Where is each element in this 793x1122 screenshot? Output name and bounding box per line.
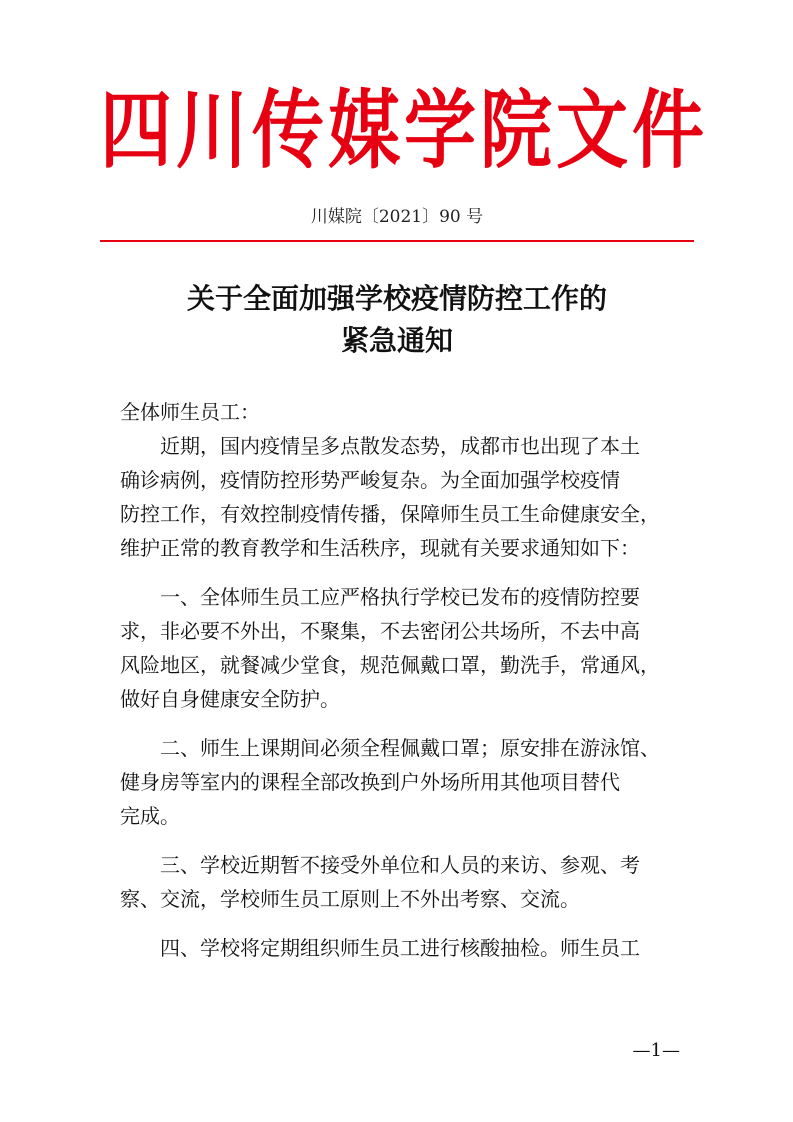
- paragraph-line: 四、学校将定期组织师生员工进行核酸抽检。师生员工: [160, 936, 640, 960]
- red-divider-line: [100, 240, 694, 242]
- paragraph-line: 近期，国内疫情呈多点散发态势，成都市也出现了本土: [160, 434, 640, 458]
- salutation: 全体师生员工：: [120, 400, 260, 424]
- paragraph-line: 完成。: [120, 804, 180, 828]
- paragraph-4: [120, 848, 685, 916]
- paragraph-line: 确诊病例，疫情防控形势严峻复杂。为全面加强学校疫情: [120, 468, 620, 492]
- document-body: [120, 395, 685, 965]
- paragraph-line: 三、学校近期暂不接受外单位和人员的来访、参观、考: [160, 853, 640, 877]
- title-line-2: 紧急通知: [340, 324, 453, 357]
- paragraph-3: [120, 731, 685, 833]
- document-number: 川媒院〔2021〕90 号: [310, 207, 484, 227]
- paragraph-line: 求，非必要不外出，不聚集，不去密闭公共场所，不去中高: [120, 619, 640, 643]
- paragraph-line: 察、交流，学校师生员工原则上不外出考察、交流。: [120, 887, 580, 911]
- paragraph-line: 一、全体师生员工应严格执行学校已发布的疫情防控要: [160, 585, 640, 609]
- document-title: [100, 278, 694, 362]
- paragraph-2: [120, 580, 685, 716]
- paragraph-1: [120, 429, 685, 565]
- paragraph-line: 维护正常的教育教学和生活秩序，现就有关要求通知如下：: [120, 536, 640, 560]
- paragraph-line: 做好自身健康安全防护。: [120, 687, 340, 711]
- paragraph-line: 防控工作，有效控制疫情传播，保障师生员工生命健康安全，: [120, 502, 660, 526]
- paragraph-5: [120, 931, 685, 965]
- paragraph-line: 风险地区，就餐减少堂食，规范佩戴口罩，勤洗手，常通风，: [120, 653, 660, 677]
- title-line-1: 关于全面加强学校疫情防控工作的: [186, 282, 607, 315]
- page-number: —1—: [632, 1040, 680, 1061]
- paragraph-line: 二、师生上课期间必须全程佩戴口罩；原安排在游泳馆、: [160, 736, 660, 760]
- document-masthead: 四川传媒学院文件: [100, 79, 709, 181]
- paragraph-line: 健身房等室内的课程全部改换到户外场所用其他项目替代: [120, 770, 620, 794]
